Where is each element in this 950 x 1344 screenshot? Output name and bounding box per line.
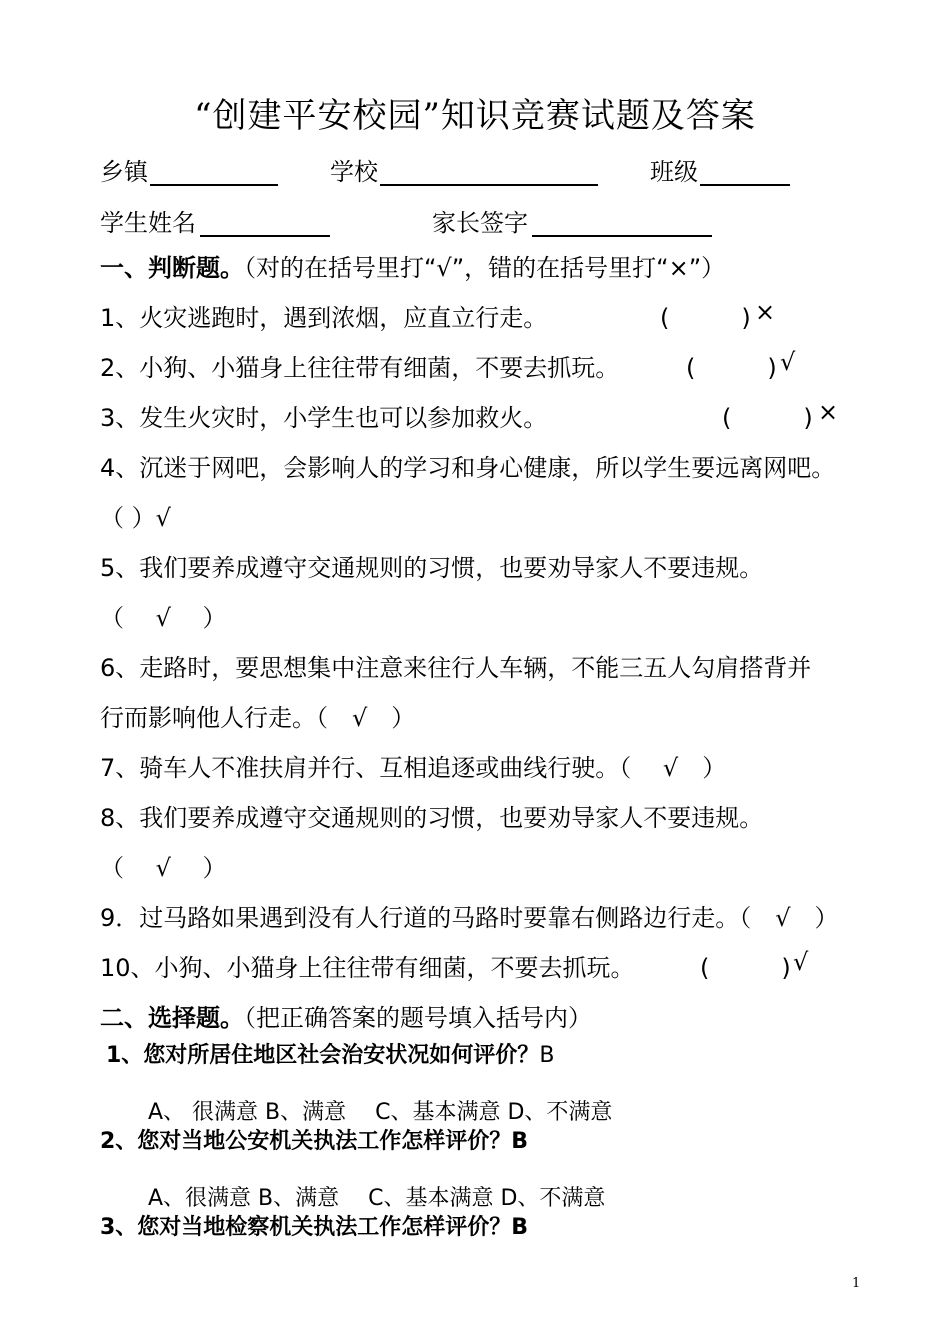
- question-6: 6、走路时，要思想集中注意来往行人车辆，不能三五人勾肩搭背并: [100, 654, 812, 682]
- student-name-blank[interactable]: [200, 235, 330, 237]
- question-8: 8、我们要养成遵守交通规则的习惯，也要劝导家人不要违规。: [100, 804, 764, 832]
- school-blank[interactable]: [380, 184, 598, 186]
- question-1-answer: ×: [755, 298, 776, 326]
- question-2-answer: √: [780, 348, 796, 376]
- town-label: 乡镇: [100, 158, 148, 186]
- town-blank[interactable]: [150, 184, 278, 186]
- parent-signature-label: 家长签字: [432, 209, 528, 237]
- question-3-bracket: ( ): [722, 404, 813, 432]
- choice-question-2-options: A、很满意 B、满意 C、基本满意 D、不满意: [148, 1186, 606, 1211]
- question-9: 9．过马路如果遇到没有人行道的马路时要靠右侧路边行走。（ √ ）: [100, 904, 839, 932]
- choice-question-3: 3、您对当地检察机关执法工作怎样评价？B: [100, 1215, 529, 1240]
- question-10-bracket: ( ): [700, 954, 791, 982]
- section1-instruction: （对的在括号里打“√”，错的在括号里打“×”）: [244, 254, 726, 282]
- parent-signature-blank[interactable]: [532, 235, 712, 237]
- question-2-bracket: ( ): [686, 354, 777, 382]
- school-label: 学校: [330, 158, 378, 186]
- question-5: 5、我们要养成遵守交通规则的习惯，也要劝导家人不要违规。: [100, 554, 764, 582]
- question-4: 4、沉迷于网吧，会影响人的学习和身心健康，所以学生要远离网吧。: [100, 454, 836, 482]
- choice-question-1-answer: B: [539, 1043, 555, 1068]
- page-title: “创建平安校园”知识竞赛试题及答案: [194, 96, 756, 136]
- class-label: 班级: [650, 158, 698, 186]
- choice-question-2: 2、您对当地公安机关执法工作怎样评价？B: [100, 1129, 529, 1154]
- question-5-answer: （ √ ）: [100, 604, 227, 632]
- section2-instruction: （把正确答案的题号填入括号内）: [244, 1004, 592, 1032]
- section1-heading-line: [100, 248, 725, 283]
- section2-heading-line: [100, 998, 592, 1033]
- student-name-label: 学生姓名: [100, 209, 196, 237]
- choice-question-1: [106, 1038, 554, 1069]
- class-blank[interactable]: [700, 184, 790, 186]
- section1-heading: 一、判断题。: [100, 254, 244, 282]
- page-number: 1: [852, 1276, 861, 1291]
- question-1-bracket: ( ): [660, 304, 751, 332]
- choice-question-1-options: A、 很满意 B、满意 C、基本满意 D、不满意: [148, 1100, 613, 1125]
- section2-heading: 二、选择题。: [100, 1004, 244, 1032]
- question-2: 2、小狗、小猫身上往往带有细菌，不要去抓玩。: [100, 354, 620, 382]
- question-3: 3、发生火灾时，小学生也可以参加救火。: [100, 404, 548, 432]
- question-6-cont: 行而影响他人行走。（ √ ）: [100, 704, 416, 732]
- question-3-answer: ×: [818, 398, 839, 426]
- question-10-answer: √: [793, 948, 809, 976]
- question-4-answer: （ ）√: [100, 504, 171, 532]
- choice-question-1-text: 1、您对所居住地区社会治安状况如何评价？: [106, 1043, 540, 1068]
- question-1: 1、火灾逃跑时，遇到浓烟，应直立行走。: [100, 304, 548, 332]
- question-10: 10、小狗、小猫身上往往带有细菌，不要去抓玩。: [100, 954, 635, 982]
- question-8-answer: （ √ ）: [100, 854, 227, 882]
- question-7: 7、骑车人不准扶肩并行、互相追逐或曲线行驶。（ √ ）: [100, 754, 727, 782]
